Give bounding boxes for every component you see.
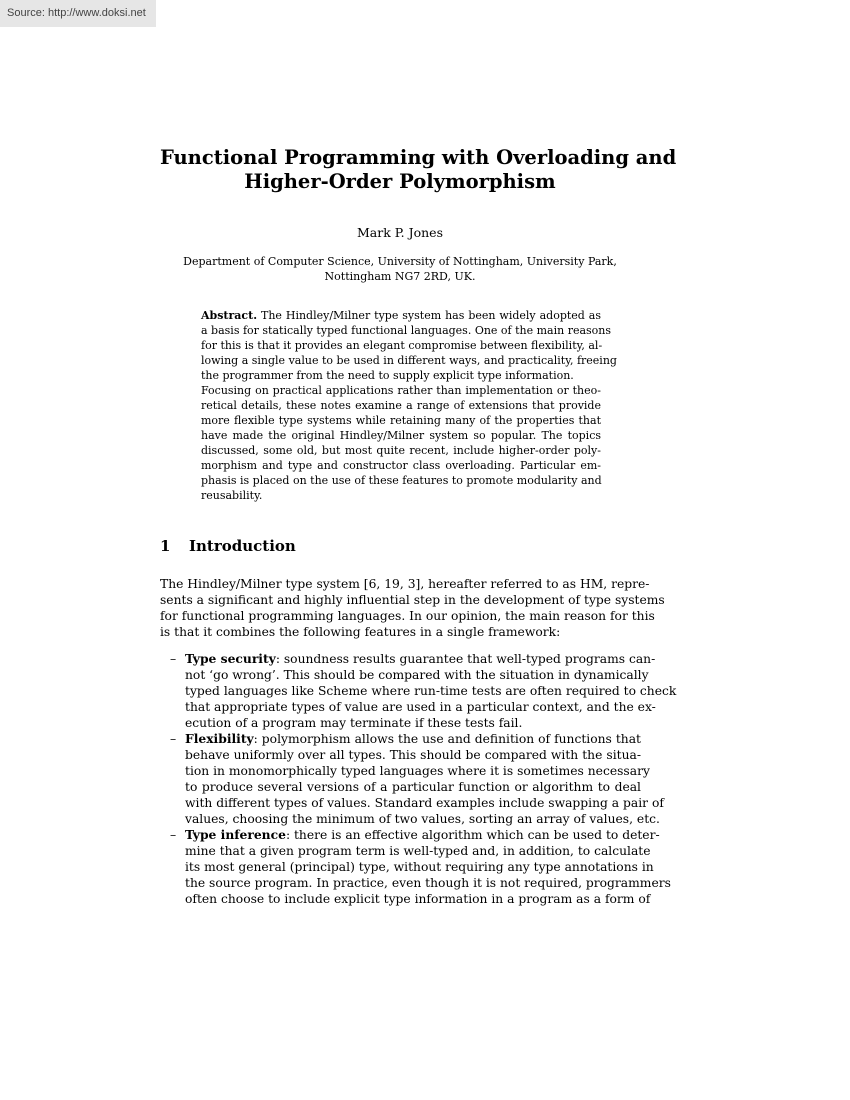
abstract-line: reusability.: [201, 489, 263, 502]
paper-title: [160, 146, 677, 194]
abstract-line: more flexible type systems while retaining many of the properties that: [201, 414, 601, 427]
list-line: not ‘go wrong’. This should be compared with the situation in dynamically: [185, 668, 649, 682]
list-line: typed languages like Scheme where run-time tests are often required to check: [185, 684, 677, 698]
list-line: values, choosing the minimum of two values, sorting an array of values, etc.: [185, 812, 660, 826]
title-line: Functional Programming with Overloading and: [160, 146, 677, 169]
list-line: mine that a given program term is well-typed and, in addition, to calculate: [185, 844, 651, 858]
body-line: is that it combines the following features in a single framework:: [160, 625, 561, 639]
section-number: 1: [160, 537, 171, 555]
body-line: The Hindley/Milner type system [6, 19, 3], hereafter referred to as HM, repre-: [160, 577, 650, 591]
list-item: [160, 731, 664, 827]
section-heading: [160, 537, 296, 555]
abstract-line: have made the original Hindley/Milner system so popular. The topics: [201, 429, 601, 442]
list-line: its most general (principal) type, without requiring any type annotations in: [185, 860, 654, 874]
affiliation: [160, 254, 640, 284]
feature-list: [160, 651, 677, 907]
list-term: Type security: [185, 651, 276, 666]
list-line: [185, 651, 656, 667]
list-text: : soundness results guarantee that well-typed programs can-: [275, 652, 656, 666]
list-text: : polymorphism allows the use and definition of functions that: [253, 732, 641, 746]
dash-bullet: –: [170, 732, 177, 746]
dash-bullet: –: [170, 652, 177, 666]
list-item: [160, 651, 677, 731]
intro-paragraph: [160, 576, 665, 640]
body-line: for functional programming languages. In our opinion, the main reason for this: [160, 609, 655, 623]
list-line: ecution of a program may terminate if these tests fail.: [185, 716, 523, 730]
abstract-line: a basis for statically typed functional languages. One of the main reasons: [201, 324, 612, 337]
list-line: often choose to include explicit type information in a program as a form of: [185, 892, 651, 906]
abstract-text: The Hindley/Milner type system has been widely adopted as: [257, 309, 601, 322]
list-line: [185, 731, 641, 747]
source-label: Source: http://www.doksi.net: [0, 0, 156, 27]
list-term: Flexibility: [185, 731, 254, 746]
title-line: Higher-Order Polymorphism: [244, 170, 556, 193]
list-line: [185, 827, 660, 843]
dash-bullet: –: [170, 828, 177, 842]
abstract-line: phasis is placed on the use of these features to promote modularity and: [201, 474, 602, 487]
abstract-line: the programmer from the need to supply explicit type information.: [201, 369, 574, 382]
body-line: sents a significant and highly influential step in the development of type systems: [160, 593, 665, 607]
list-term: Type inference: [185, 827, 286, 842]
affiliation-line: Nottingham NG7 2RD, UK.: [324, 270, 476, 283]
abstract-line: [201, 308, 601, 323]
abstract-line: Focusing on practical applications rather than implementation or theo-: [201, 384, 601, 397]
abstract-line: retical details, these notes examine a range of extensions that provide: [201, 399, 601, 412]
list-line: with different types of values. Standard examples include swapping a pair of: [185, 796, 664, 810]
abstract-line: morphism and type and constructor class overloading. Particular em-: [201, 459, 601, 472]
list-text: : there is an effective algorithm which can be used to deter-: [285, 828, 660, 842]
list-line: tion in monomorphically typed languages where it is sometimes necessary: [185, 764, 650, 778]
list-item: [160, 827, 671, 907]
affiliation-line: Department of Computer Science, University of Nottingham, University Park,: [183, 255, 617, 268]
list-line: behave uniformly over all types. This should be compared with the situa-: [185, 748, 641, 762]
list-line: to produce several versions of a particular function or algorithm to deal: [185, 780, 641, 794]
list-line: that appropriate types of value are used in a particular context, and the ex-: [185, 700, 656, 714]
abstract: [201, 308, 617, 503]
list-line: the source program. In practice, even though it is not required, programmers: [185, 876, 671, 890]
author-name: Mark P. Jones: [357, 225, 443, 240]
section-title: Introduction: [189, 537, 296, 555]
abstract-line: discussed, some old, but most quite recent, include higher-order poly-: [201, 444, 601, 457]
abstract-label: Abstract.: [201, 309, 258, 322]
abstract-line: for this is that it provides an elegant compromise between flexibility, al-: [201, 339, 603, 352]
abstract-line: lowing a single value to be used in different ways, and practicality, freeing: [201, 354, 617, 367]
